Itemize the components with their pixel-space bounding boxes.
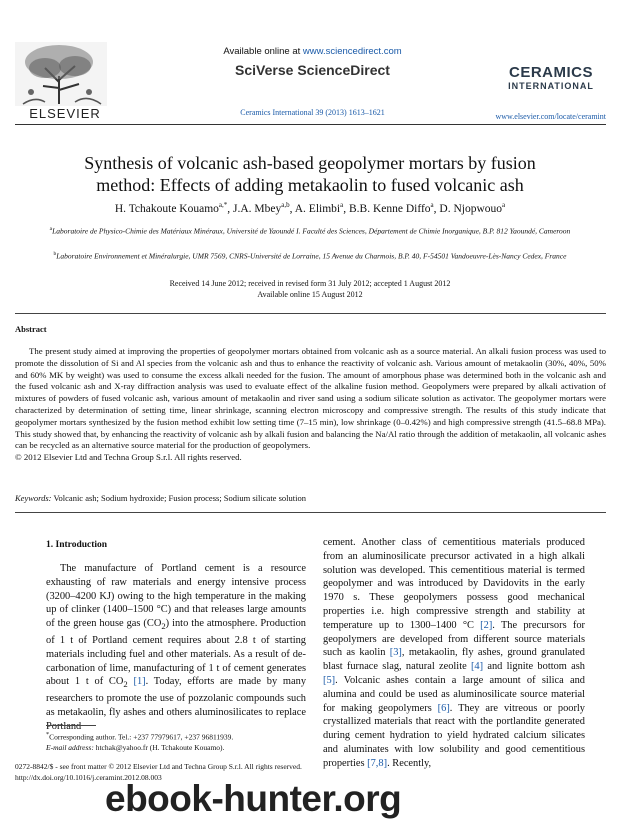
- author-name: J.A. Mbey: [233, 202, 282, 215]
- journal-logo: [496, 64, 606, 91]
- front-matter-line: 0272-8842/$ - see front matter © 2012 Elsevier Ltd and Techna Group S.r.l. All rights reserved.: [15, 762, 302, 771]
- title-line-1: Synthesis of volcanic ash-based geopolymer mortars by fusion: [84, 153, 536, 173]
- abstract-top-rule: [15, 313, 606, 314]
- keywords-list: Volcanic ash; Sodium hydroxide; Fusion process; Sodium silicate solution: [53, 493, 306, 503]
- journal-url-link[interactable]: www.elsevier.com/locate/ceramint: [495, 112, 606, 121]
- tree-icon: [15, 42, 107, 106]
- author-sup: a: [430, 201, 434, 209]
- corresponding-author: Corresponding author. Tel.: +237 77979617, +237 96811939.: [49, 732, 234, 742]
- platform-name: SciVerse ScienceDirect: [235, 62, 390, 78]
- journal-reference[interactable]: Ceramics International 39 (2013) 1613–1621: [240, 108, 385, 117]
- author-name: D. Njopwouo: [439, 202, 503, 215]
- text-run: , metakaolin, fly ashes, ground granulated blast furnace slag, natural zeolite: [323, 647, 585, 673]
- text-run: . They are vitreous or poorly crystallized materials that react with the portlandite generated during cement hydration to yield hydrated calcium silicates and aluminates with low solubility and good cementitious properties: [323, 702, 586, 769]
- text-run: ) into the atmosphere. Production of 1 t of Portland cement requires about 2.8 t of starting materials including fuel and other materials. As a result of de-carbonation of lime, manufacturing of 1 t of cement generates about 1 t of CO: [46, 618, 306, 688]
- doi-link[interactable]: http://dx.doi.org/10.1016/j.ceramint.2012.08.003: [15, 772, 162, 782]
- journal-logo-line1: CERAMICS: [508, 64, 593, 81]
- watermark-text: ebook-hunter.org: [105, 778, 402, 819]
- author-name: B.B. Kenne Diffo: [348, 202, 431, 215]
- article-title: [30, 152, 590, 196]
- citation-link[interactable]: [3]: [389, 647, 402, 659]
- intro-paragraph-continued: [323, 536, 585, 771]
- email-label: E-mail address:: [46, 743, 94, 752]
- subscript: 2: [123, 679, 128, 690]
- author-name: H. Tchakoute Kouamo: [114, 202, 219, 215]
- available-prefix: Available online at: [223, 46, 303, 57]
- text-run: . Recently,: [387, 757, 432, 769]
- author-sup: a,*: [218, 201, 228, 209]
- text-run: cement. Another class of cementitious materials produced from an aluminosilicate precursor activated in a high alkali solution was developed. This cementitious material is termed geopolymer and was introduced by Davidovits in the early 1970 s. These geopolymers possess good mechanical properties i.e. high compressive strength and stability at temperature up to 1300–1400 °C: [323, 537, 585, 631]
- author-sup: a,b: [281, 201, 290, 209]
- copyright-line: © 2012 Elsevier Ltd and Techna Group S.r.l. All rights reserved.: [15, 452, 242, 463]
- publisher-wordmark: ELSEVIER: [29, 106, 101, 121]
- body-column-left: [46, 562, 306, 734]
- abstract-heading: Abstract: [15, 324, 47, 334]
- citation-link[interactable]: [2]: [480, 619, 493, 631]
- article-dates: [30, 278, 590, 300]
- author-sup: a: [502, 201, 506, 209]
- subscript: 2: [161, 621, 166, 632]
- corresponding-author-footnote: *Corresponding author. Tel.: +237 77979617, +237 96811939. E-mail address: htchak@yahoo.fr (H. Tchakoute Kouamo).: [46, 731, 234, 752]
- journal-logo-line2: INTERNATIONAL: [508, 81, 594, 91]
- author-sup: a: [340, 201, 344, 209]
- author-list: H. Tchakoute Kouamo$^{a,*}$, J.A. Mbey$^{a,b}$, A. Elimbi$^a$, B.B. Kenne Diffo$^a$, D. Njopwouo$^a$: [114, 201, 506, 215]
- header-rule: [15, 124, 606, 125]
- availability-line: [200, 46, 425, 57]
- abstract-bottom-rule: [15, 512, 606, 513]
- affiliation-a-text: Laboratoire de Physico-Chimie des Matériaux Minéraux, Université de Yaoundé I. Faculté des Sciences, Département de Chimie Inorganique, B.P. 812 Yaoundé, Cameroon: [52, 226, 571, 236]
- online-date: Available online 15 August 2012: [257, 290, 363, 299]
- intro-paragraph: [46, 562, 306, 734]
- citation-link[interactable]: [1]: [127, 676, 146, 688]
- citation-link[interactable]: [6]: [437, 702, 450, 714]
- keywords-label: Keywords:: [15, 493, 52, 503]
- body-column-right: [323, 536, 585, 771]
- sciencedirect-link[interactable]: www.sciencedirect.com: [302, 46, 402, 57]
- abstract-text: The present study aimed at improving the properties of geopolymer mortars obtained from volcanic ash as a source material. An alkali fusion process was used to promote the dissolution of Si and Al species from the volcanic ash and thus to enhance the reactivity of volcanic ash. Various amount of metakaolin (30%, 40%, 50% and 60% MK by weight) was used to consume the excess alkali needed for the fusion. The amount of amorphous phase was determined both in the volcanic ash and the fused volcanic ash and X-ray diffraction analysis was used to evaluate effect of the alkaline fusion method. Geopolymers were prepared by alkali activation of mixtures of powders of fused volcanic ash, various amount of metakaolin and river sand using a sodium silicate solution as activator. The geopolymer mortars were characterized by determination of setting time, linear shrinkage, scanning electron microscopy and compressive strength. The results of this study indicate that geopolymer mortars synthesized by the fusion method exhibit low setting time (7–15 min), low shrinkage (0–0.42%) and high compressive strength (41.5–68.8 MPa). This study showed that, by enhancing the reactivity of volcanic ash by alkali fusion and balancing the Na/Al ratio through the addition of metakaolin, all volcanic ashes can be recycled as an alternative source material for the production of geopolymers.: [15, 346, 606, 451]
- abstract-body: [15, 346, 606, 464]
- affiliation-a: [30, 224, 590, 237]
- text-run: . Today, efforts are made by many researchers to promote the use of pozzolanic compounds such as metakaolin, fly ashes and others aluminosilicates to replace Portland: [46, 676, 307, 732]
- section-heading-introduction: 1. Introduction: [46, 540, 108, 550]
- citation-link[interactable]: [7,8]: [367, 757, 388, 769]
- text-run: . The precursors for geopolymers are developed from different source materials such as kaolin: [323, 619, 585, 659]
- title-line-2: method: Effects of adding metakaolin to fused volcanic ash: [96, 175, 524, 195]
- elsevier-tree-logo: [15, 42, 107, 112]
- citation-link[interactable]: [5]: [323, 674, 336, 686]
- affiliation-b: [30, 249, 590, 262]
- text-run: and lignite bottom ash: [483, 661, 585, 673]
- affiliation-b-text: Laboratoire Environnement et Minéralurgie, UMR 7569, CNRS-Université de Lorraine, 15 Avenue du Charmois, B.P. 40, F-54501 Vandoeuvre-Lès-Nancy Cedex, France: [56, 251, 567, 261]
- citation-link[interactable]: [4]: [470, 661, 484, 673]
- author-name: A. Elimbi: [294, 202, 341, 215]
- text-run: The manufacture of Portland cement is a resource exhausting of raw materials and energy intensive process (3200–4200 KJ) owing to the high temperature in the making up of clinker (1400–1500 °C) and that releases large amounts of the green house gas (CO: [46, 563, 306, 630]
- received-dates: Received 14 June 2012; received in revised form 31 July 2012; accepted 1 August 2012: [169, 279, 451, 288]
- affiliation-b-sup: b: [53, 251, 57, 257]
- keywords: [15, 493, 606, 503]
- affiliation-a-sup: a: [49, 226, 53, 232]
- email-address[interactable]: htchak@yahoo.fr (H. Tchakoute Kouamo).: [93, 743, 225, 752]
- text-run: . Volcanic ashes contain a large amount of silica and alumina and could be used as aluminosilicate source material for making geopolymers: [323, 674, 585, 714]
- footnote-rule: [46, 725, 96, 726]
